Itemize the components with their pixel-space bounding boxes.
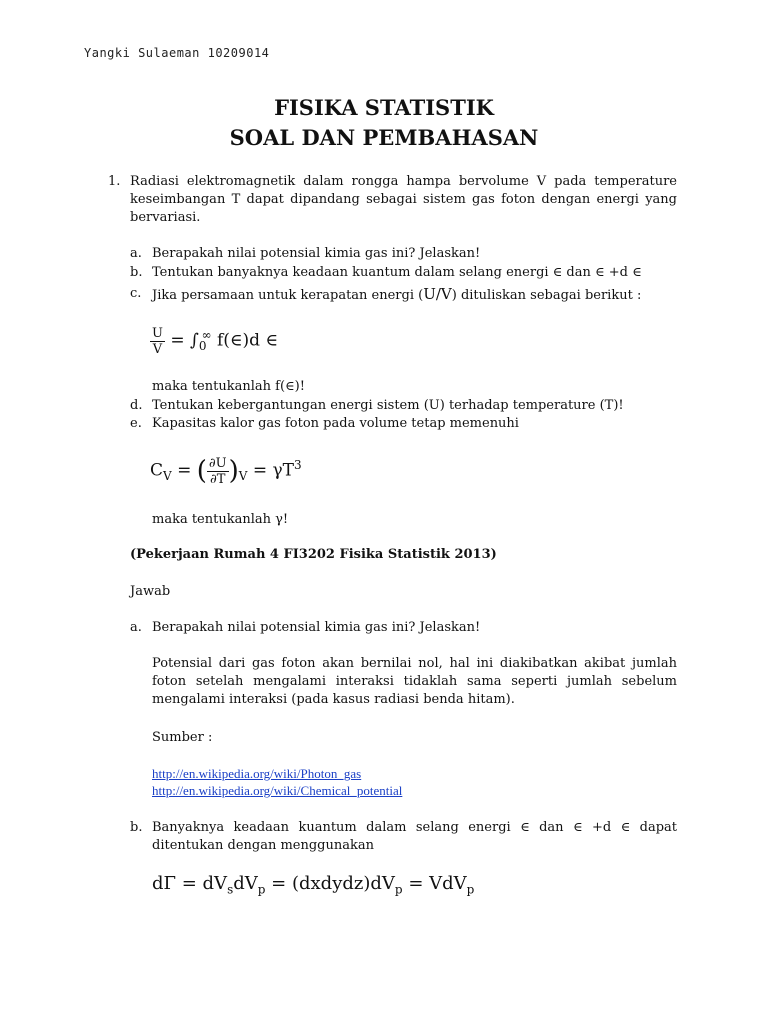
item-text-b: Tentukan banyaknya keadaan kuantum dalam selang energi ∈ dan ∈ +d ∈ bbox=[152, 265, 642, 280]
answer-label-b: b. bbox=[130, 820, 143, 835]
eq-b-sub1: s bbox=[227, 882, 234, 897]
item-c-uv: U/V bbox=[423, 285, 452, 303]
eq-e-num: ∂U bbox=[208, 455, 227, 471]
answer-question-a: Berapakah nilai potensial kimia gas ini? Jelaskan! bbox=[152, 620, 481, 635]
eq-e-lhs: C bbox=[150, 460, 164, 481]
eq-c-fraction bbox=[150, 326, 165, 357]
author-header: Yangki Sulaeman 10209014 bbox=[84, 46, 270, 60]
source-label: Sumber : bbox=[152, 730, 213, 745]
eq-e-rhs-sup: 3 bbox=[293, 458, 302, 472]
title-line-2: SOAL DAN PEMBAHASAN bbox=[229, 125, 539, 150]
eq-c-num: U bbox=[152, 325, 163, 341]
eq-c-den: V bbox=[152, 341, 163, 357]
source-link-chemical-potential[interactable]: http://en.wikipedia.org/wiki/Chemical_potential bbox=[152, 783, 403, 798]
question-intro: Radiasi elektromagnetik dalam rongga hampa bervolume V pada temperature keseimbangan T dapat dipandang sebagai sistem gas foton dengan energi yang bervariasi. bbox=[130, 174, 677, 225]
equation-heat-capacity bbox=[150, 454, 302, 487]
eq-e-paren-open: ( bbox=[196, 456, 207, 487]
source-link-chemical-potential-row bbox=[152, 782, 402, 801]
eq-e-sub: V bbox=[238, 469, 248, 484]
equation-quantum-states bbox=[152, 873, 474, 901]
after-e-text: maka tentukanlah γ! bbox=[152, 512, 289, 527]
eq-e-equals: = bbox=[177, 460, 192, 481]
eq-b-sub4: p bbox=[466, 882, 475, 897]
eq-e-fraction bbox=[207, 456, 229, 487]
eq-e-den: ∂T bbox=[210, 471, 226, 487]
eq-e-paren-close: ) bbox=[228, 456, 239, 487]
eq-b-part2: dV bbox=[233, 873, 258, 894]
answer-heading: Jawab bbox=[130, 584, 171, 599]
eq-b-part3: = (dxdydz)dV bbox=[265, 873, 395, 894]
source-link-photon-gas[interactable]: http://en.wikipedia.org/wiki/Photon_gas bbox=[152, 766, 362, 781]
item-c-before: Jika persamaan untuk kerapatan energi ( bbox=[152, 288, 424, 303]
homework-note: (Pekerjaan Rumah 4 FI3202 Fisika Statistik 2013) bbox=[130, 547, 497, 562]
item-text-c bbox=[152, 285, 677, 305]
eq-b-sub2: p bbox=[257, 882, 266, 897]
eq-e-lhs-sub: V bbox=[163, 469, 172, 484]
eq-c-integral: = ∫ bbox=[170, 330, 199, 351]
eq-c-upper: ∞ bbox=[201, 328, 212, 342]
answer-label-a: a. bbox=[130, 620, 142, 635]
eq-b-part1: dΓ = dV bbox=[152, 873, 228, 894]
eq-c-lower: 0 bbox=[198, 339, 207, 354]
item-label-b: b. bbox=[130, 265, 143, 280]
eq-e-rhs: = γT bbox=[252, 460, 294, 481]
equation-energy-density bbox=[150, 324, 278, 357]
item-label-a: a. bbox=[130, 246, 142, 261]
item-c-after: ) dituliskan sebagai berikut : bbox=[451, 288, 642, 303]
title-line-1: FISIKA STATISTIK bbox=[274, 95, 494, 120]
eq-c-integrand: f(∈)d ∈ bbox=[216, 330, 278, 351]
item-text-e: Kapasitas kalor gas foton pada volume tetap memenuhi bbox=[152, 416, 519, 431]
answer-body-a: Potensial dari gas foton akan bernilai nol, hal ini diakibatkan akibat jumlah foton setelah mengalami interaksi tidaklah sama seperti jumlah sebelum mengalami interaksi (pada kasus radiasi benda hitam). bbox=[152, 656, 677, 707]
eq-b-sub3: p bbox=[394, 882, 403, 897]
item-text-a: Berapakah nilai potensial kimia gas ini? Jelaskan! bbox=[152, 246, 481, 261]
answer-text-b: Banyaknya keadaan kuantum dalam selang energi ∈ dan ∈ +d ∈ dapat ditentukan dengan menggunakan bbox=[152, 820, 677, 853]
question-number: 1. bbox=[108, 174, 121, 189]
eq-b-part4: = VdV bbox=[402, 873, 467, 894]
item-label-d: d. bbox=[130, 398, 143, 413]
after-c-text: maka tentukanlah f(∈)! bbox=[152, 379, 305, 394]
item-label-c: c. bbox=[130, 286, 142, 301]
item-text-d: Tentukan kebergantungan energi sistem (U) terhadap temperature (T)! bbox=[152, 398, 624, 413]
item-label-e: e. bbox=[130, 416, 142, 431]
